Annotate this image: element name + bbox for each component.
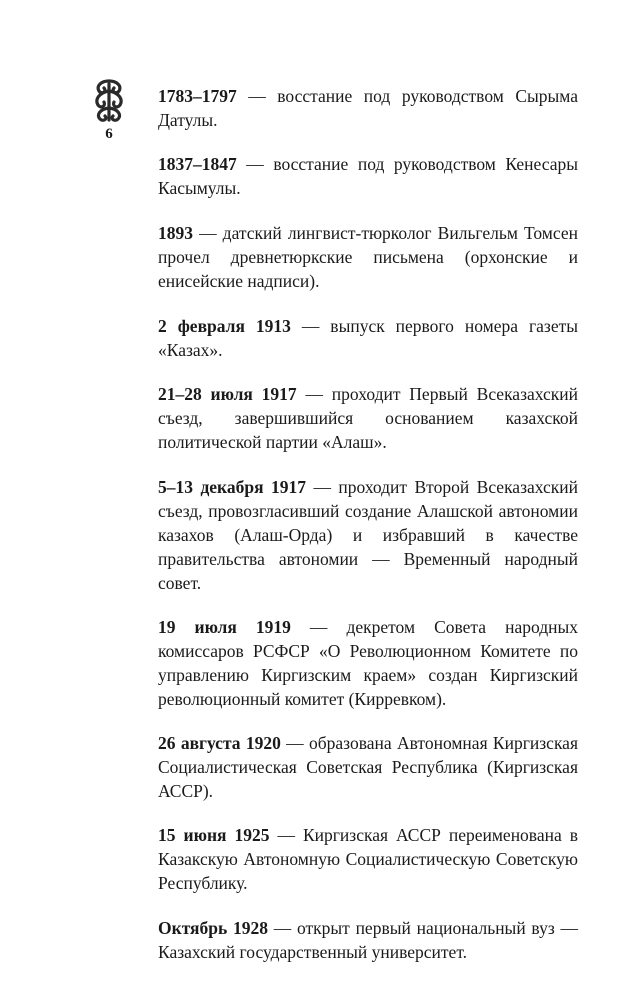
entry-text: — восстание под руководством Сырыма Датулы. bbox=[158, 86, 578, 130]
timeline-entry bbox=[158, 152, 578, 200]
entry-text: — выпуск первого номера газеты «Казах». bbox=[158, 316, 578, 360]
entry-date: Октябрь 1928 bbox=[158, 918, 269, 938]
kazakh-ornament-icon bbox=[92, 78, 126, 124]
entry-date: 5–13 декабря 1917 bbox=[158, 477, 307, 497]
timeline-entry bbox=[158, 731, 578, 803]
page-number: 6 bbox=[105, 126, 113, 142]
timeline-entry bbox=[158, 84, 578, 132]
timeline-entry bbox=[158, 382, 578, 454]
timeline-entry bbox=[158, 221, 578, 293]
entry-date: 1893 bbox=[158, 223, 193, 243]
timeline-entry bbox=[158, 615, 578, 711]
entry-date: 19 июля 1919 bbox=[158, 617, 291, 637]
entry-date: 1837–1847 bbox=[158, 154, 237, 174]
entry-text: — открыт первый национальный вуз — Казахский государственный университет. bbox=[158, 918, 578, 962]
entry-date: 2 февраля 1913 bbox=[158, 316, 291, 336]
entry-date: 26 августа 1920 bbox=[158, 733, 281, 753]
entry-date: 15 июня 1925 bbox=[158, 825, 270, 845]
timeline-entry bbox=[158, 475, 578, 595]
entry-text: — проходит Первый Всеказахский съезд, завершившийся основанием казахской политической партии «Алаш». bbox=[158, 384, 578, 452]
entry-text: — образована Автономная Киргизская Социалистическая Советская Республика (Киргизская АССР). bbox=[158, 733, 578, 801]
timeline-entry bbox=[158, 314, 578, 362]
timeline-entry bbox=[158, 916, 578, 964]
entry-text: — Киргизская АССР переименована в Казакскую Автономную Социалистическую Советскую Республику. bbox=[158, 825, 578, 893]
entry-text: — восстание под руководством Кенесары Касымулы. bbox=[158, 154, 578, 198]
entry-text: — декретом Совета народных комиссаров РСФСР «О Революционном Комитете по управлению Киргизским краем» создан Киргизский революционный комитет (Кирревком). bbox=[158, 617, 578, 709]
entry-date: 21–28 июля 1917 bbox=[158, 384, 297, 404]
entry-date: 1783–1797 bbox=[158, 86, 237, 106]
timeline-list bbox=[158, 84, 578, 964]
entry-text: — датский лингвист-тюрколог Вильгельм Томсен прочел древнетюркские письмена (орхонские и енисейские надписи). bbox=[158, 223, 578, 291]
timeline-entry bbox=[158, 823, 578, 895]
entry-text: — проходит Второй Всеказахский съезд, провозгласивший создание Алашской автономии казахов (Алаш-Орда) и избравший в качестве правительства автономии — Временный народный совет. bbox=[158, 477, 578, 593]
